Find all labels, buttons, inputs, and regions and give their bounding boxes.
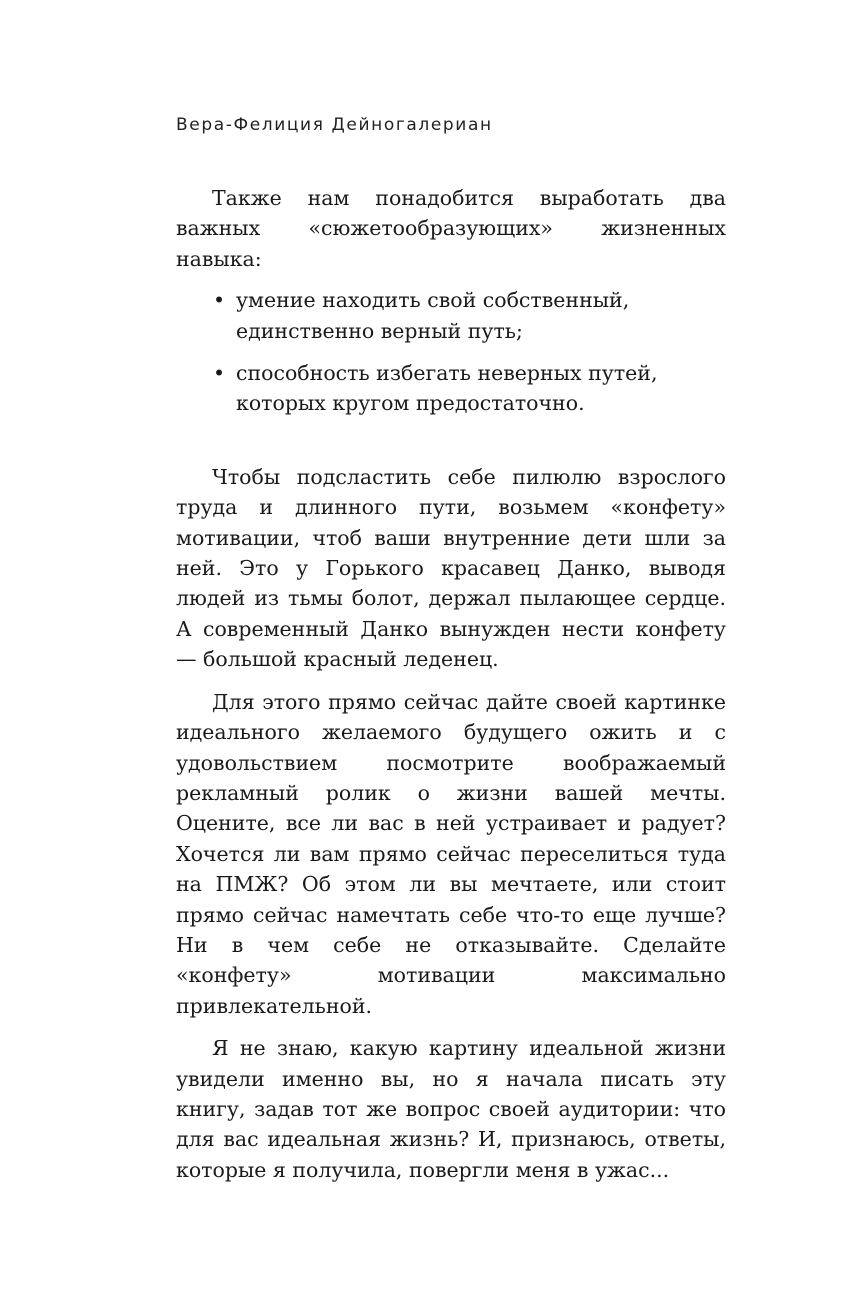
intro-paragraph: Также нам понадобится выработать два важных «сюжетообразующих» жизненных навыка: xyxy=(176,186,726,271)
bullet-icon: • xyxy=(213,361,226,386)
body-paragraph: Для этого прямо сейчас дайте своей картинке идеального желаемого будущего ожить и с удовольствием посмотрите воображаемый рекламный ролик о жизни вашей мечты. Оцените, все ли вас в ней устраивает и радует? Хочется ли вам прямо сейчас переселиться туда на ПМЖ? Об этом ли вы мечтаете, или стоит прямо сейчас намечтать себе что-то еще лучше? Ни в чем себе не отказывайте. Сделайте «конфету» мотивации максимально привлекательной. xyxy=(176,689,726,1018)
running-head-author: Вера-Фелиция Дейногалериан xyxy=(176,115,493,135)
bullet-icon: • xyxy=(213,288,226,313)
body-paragraph: Чтобы подсластить себе пилюлю взрослого труда и длинного пути, возьмем «конфету» мотивации, чтоб ваши внутренние дети шли за ней. Это у Горького красавец Данко, выводя людей из тьмы болот, держал пылающее сердце. А современный Данко вынужден нести конфету — большой красный леденец. xyxy=(176,464,726,672)
list-item-text: умение находить свой собственный, единственно верный путь; xyxy=(236,288,630,343)
list-item xyxy=(176,285,726,346)
page-body xyxy=(176,183,726,1185)
list-item-text: способность избегать неверных путей, которых кругом предостаточно. xyxy=(236,361,658,416)
body-paragraph: Я не знаю, какую картину идеальной жизни увидели именно вы, но я начала писать эту книгу, задав тот же вопрос своей аудитории: что для вас идеальная жизнь? И, признаюсь, ответы, которые я получила, повергли меня в ужас... xyxy=(176,1036,726,1182)
skills-list xyxy=(176,285,726,419)
list-item xyxy=(176,358,726,419)
